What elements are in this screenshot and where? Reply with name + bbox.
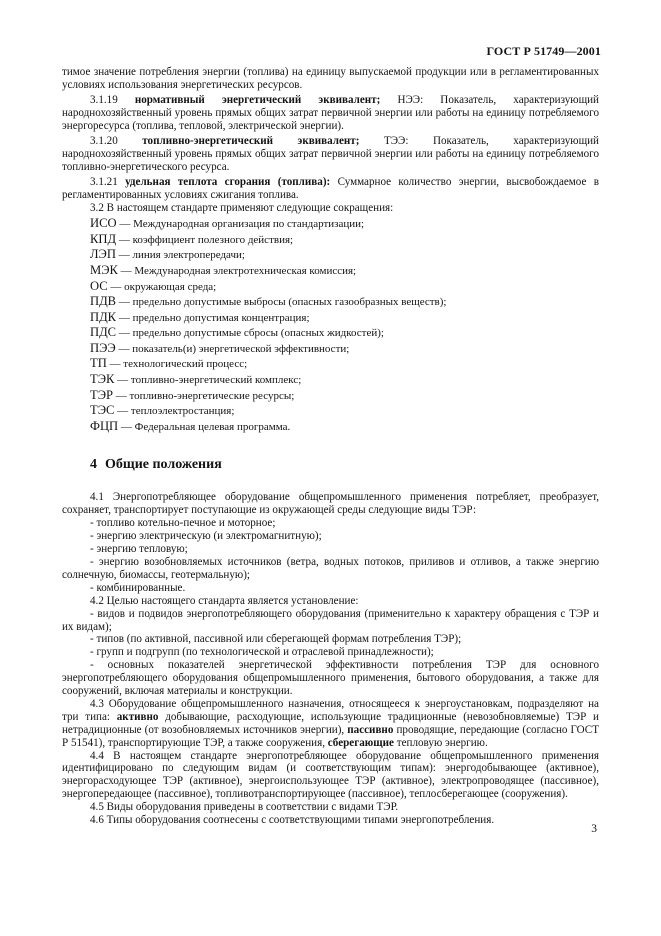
abbreviation-definition: — теплоэлектростанция; xyxy=(114,405,235,418)
term-name: нормативный энергетический эквивалент; xyxy=(134,94,381,107)
paragraph-3-2: 3.2 В настоящем стандарте применяют следующие сокращения: xyxy=(90,202,394,215)
paragraph-4-4: 4.4 В настоящем стандарте энергопотребляющее оборудование общепромышленного применения идентифицировано по следующим видам (и соответствующим типам): энергодобывающее (активное), энергорасходующее ТЭР (активное), энергоиспользующее ТЭР (активное), электропроводящее (пассивное), энергопередающее (пассивное), топливотранспортирующее (пассивное), теплосберегающее (сооружения). xyxy=(62,749,599,801)
list-item: - комбинированные. xyxy=(90,581,186,594)
abbreviation-item xyxy=(90,341,599,357)
abbreviation: ПДВ xyxy=(90,294,117,309)
abbreviation-definition: — предельно допустимые выбросы (опасных газообразных веществ); xyxy=(116,296,447,309)
term-name: удельная теплота сгорания (топлива): xyxy=(125,176,331,189)
abbreviation: ТЭС xyxy=(90,403,115,418)
clause-number: 3.1.20 xyxy=(90,135,118,148)
abbreviation-item xyxy=(90,419,599,435)
abbreviation-item xyxy=(90,247,599,263)
text-run: тепловую энергию. xyxy=(393,736,488,749)
text-run: проводящие, передающие (согласно ГОСТ Р 51541), транспортирующие ТЭР, а также сооружения, xyxy=(62,723,599,749)
term-definition: ТЭЭ: Показатель, характеризующий народнохозяйственный уровень прямых общих затрат первичной энергии или работы на единицу потребляемого топливно-энергетического ресурса. xyxy=(62,135,599,174)
bold-term-active: активно xyxy=(116,710,159,723)
term-definition: Суммарное количество энергии, высвобождаемое в регламентированных условиях сжигания топлива. xyxy=(62,176,599,202)
paragraph-3-1-21 xyxy=(62,176,599,202)
abbreviation-definition: — предельно допустимые сбросы (опасных жидкостей); xyxy=(116,327,384,340)
paragraph-4-3 xyxy=(62,698,599,750)
clause-number: 3.1.21 xyxy=(90,176,118,189)
abbreviation-item xyxy=(90,232,599,248)
list-item: - энергию тепловую; xyxy=(90,543,188,556)
abbreviation-item xyxy=(90,372,599,388)
abbreviation-item xyxy=(90,388,599,404)
abbreviation: ИСО xyxy=(90,216,117,231)
list-item: - энергию возобновляемых источников (ветра, водных потоков, приливов и отливов, а также энергию солнечную, биомассы, геотермальную); xyxy=(62,555,599,581)
abbreviation-item xyxy=(90,279,599,295)
abbreviation: ПДС xyxy=(90,325,117,340)
abbreviation-definition: — окружающая среда; xyxy=(107,280,217,293)
abbreviation: ЛЭП xyxy=(90,247,116,262)
text-run: добывающие, расходующие, использующие традиционные (невозобновляемые) ТЭР и нетрадиционные (от возобновляемых источников энергии), xyxy=(62,710,599,736)
abbreviation-definition: — Федеральная целевая программа. xyxy=(118,420,291,433)
abbreviation-item xyxy=(90,356,599,372)
list-item: - видов и подвидов энергопотребляющего оборудования (применительно к характеру обращения с ТЭР и их видам); xyxy=(62,607,599,633)
list-item: - энергию электрическую (и электромагнитную); xyxy=(90,530,322,543)
page-number: 3 xyxy=(591,823,597,835)
paragraph-continuation: тимое значение потребления энергии (топлива) на единицу выпускаемой продукции или в регламентированных условиях использования энергетических ресурсов. xyxy=(62,66,599,91)
abbreviation-item xyxy=(90,325,599,341)
section-number: 4 xyxy=(90,457,97,473)
abbreviation: МЭК xyxy=(90,262,118,277)
abbreviation: ПЭЭ xyxy=(90,340,116,355)
abbreviation-definition: — линия электропередачи; xyxy=(115,249,245,262)
abbreviation-item xyxy=(90,403,599,419)
list-item: - групп и подгрупп (по технологической и отраслевой принадлежности); xyxy=(90,646,434,659)
abbreviation-definition: — показатель(и) энергетической эффективности; xyxy=(115,342,350,355)
abbreviation-definition: — коэффициент полезного действия; xyxy=(116,233,294,246)
text-run: 4.3 Оборудование общепромышленного назначения, относящееся к энергоустановкам, подразделяют на три типа: xyxy=(62,697,599,723)
abbreviation: КПД xyxy=(90,231,117,246)
abbreviation-item xyxy=(90,216,599,232)
abbreviation: ФЦП xyxy=(90,418,119,433)
term-name: топливно-энергетический эквивалент; xyxy=(142,135,360,148)
abbreviation-item xyxy=(90,310,599,326)
abbreviation: ТЭР xyxy=(90,387,114,402)
term-definition: НЭЭ: Показатель, характеризующий народнохозяйственный уровень прямых общих затрат первичной энергии или работы на единицу потребляемого энергоресурса (топлива, тепловой, электрической энергии). xyxy=(62,94,599,133)
abbreviation-definition: — топливно-энергетические ресурсы; xyxy=(113,389,295,402)
abbreviation-item xyxy=(90,294,599,310)
abbreviation-definition: — предельно допустимая концентрация; xyxy=(116,311,310,324)
abbreviation: ТЭК xyxy=(90,372,115,387)
abbreviation: ОС xyxy=(90,278,108,293)
list-item: - топливо котельно-печное и моторное; xyxy=(90,517,276,530)
abbreviation: ТП xyxy=(90,356,107,371)
bold-term-saving: сберегающие xyxy=(327,736,394,749)
paragraph-3-1-20 xyxy=(62,135,599,174)
document-code-header: ГОСТ Р 51749—2001 xyxy=(486,44,601,58)
paragraph-4-2: 4.2 Целью настоящего стандарта является установление: xyxy=(90,594,359,607)
paragraph-4-1: 4.1 Энергопотребляющее оборудование общепромышленного применения потребляет, преобразует, сохраняет, транспортирует поступающие из окружающей среды следующие виды ТЭР: xyxy=(62,491,599,517)
clause-number: 3.1.19 xyxy=(90,94,118,107)
paragraph-3-1-19 xyxy=(62,94,599,133)
section-heading xyxy=(90,457,599,473)
abbreviation: ПДК xyxy=(90,309,117,324)
abbreviation-definition: — Международная организация по стандартизации; xyxy=(116,218,365,231)
abbreviation-definition: — Международная электротехническая комиссия; xyxy=(117,264,357,277)
paragraph-4-5: 4.5 Виды оборудования приведены в соответствии с видами ТЭР. xyxy=(90,801,399,814)
paragraph-4-6: 4.6 Типы оборудования соотнесены с соответствующими типами энергопотребления. xyxy=(90,814,495,827)
bold-term-passive: пассивно xyxy=(347,723,394,736)
list-item: - типов (по активной, пассивной или сберегающей формам потребления ТЭР); xyxy=(90,633,462,646)
abbreviation-definition: — технологический процесс; xyxy=(106,358,248,371)
abbreviation-list xyxy=(90,216,599,434)
abbreviation-definition: — топливно-энергетический комплекс; xyxy=(114,374,302,387)
list-item: - основных показателей энергетической эффективности потребления ТЭР для основного энергопотребляющего оборудования общепромышленного применения, бытового оборудования, а также для сооружений, включая материалы и конструкции. xyxy=(62,659,599,698)
abbreviation-item xyxy=(90,263,599,279)
page-content xyxy=(62,66,599,827)
section-title: Общие положения xyxy=(105,457,222,473)
